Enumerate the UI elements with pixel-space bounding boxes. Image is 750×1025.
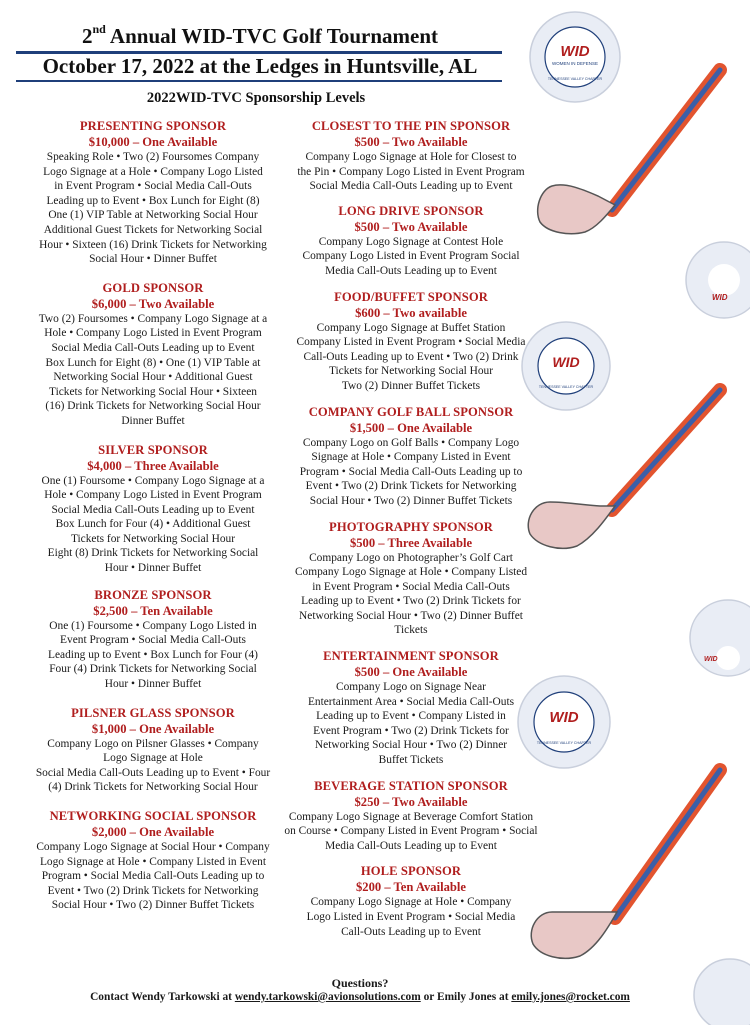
sponsor-block (18, 588, 288, 692)
sponsor-price: $10,000 – One Available (88, 135, 218, 149)
sponsor-benefit-line: Logo Signage at Hole • Company Listed in Event (39, 855, 267, 868)
sponsor-benefit-line: Company Logo Signage at Social Hour • Company (36, 841, 270, 853)
sponsor-benefit-line: Company Logo on Signage Near (336, 681, 486, 694)
sponsor-benefit-line: Media Call-Outs Leading up to Event (325, 839, 497, 852)
email-link-wendy[interactable]: wendy.tarkowski@avionsolutions.com (234, 991, 421, 1003)
sponsor-benefit-line: Company Logo on Pilsner Glasses • Company (47, 737, 259, 750)
sponsor-price: $1,000 – One Available (91, 721, 215, 736)
sponsor-benefit-line: (4) Drink Tickets for Networking Social Hour (48, 781, 258, 794)
sponsor-price: $6,000 – Two Available (91, 296, 215, 311)
page-title: 2nd Annual WID-TVC Golf Tournament (81, 22, 439, 48)
sponsor-benefit-line: Four (4) Drink Tickets for Networking Social (49, 663, 257, 676)
sponsor-block (282, 520, 540, 639)
sponsor-price: $200 – Ten Available (356, 880, 466, 895)
sponsor-price: $2,000 – One Available (91, 825, 215, 839)
sponsor-name: BEVERAGE STATION SPONSOR (314, 778, 508, 793)
sponsor-benefit-line: Event Program • Two (2) Drink Tickets for (313, 724, 509, 737)
sponsor-benefit-line: Social Media Call-Outs Leading up to Event (309, 180, 513, 193)
sponsor-benefit-line: Company Logo Signage at Hole for Closest to (305, 151, 517, 163)
sponsor-benefit-line: Leading up to Event • Company Listed in (316, 710, 506, 723)
sponsor-benefit-line: Leading up to Event • Box Lunch for Eight (8) (46, 194, 260, 207)
sponsor-price: $500 – One Available (354, 665, 468, 680)
sponsor-benefit-line: the Pin • Company Logo Listed in Event Program (297, 165, 525, 178)
sponsor-benefit-line: Social Hour • Dinner Buffet (89, 253, 217, 266)
left-sponsor-column (18, 119, 288, 913)
sponsor-name: SILVER SPONSOR (98, 442, 208, 457)
sponsor-name: PRESENTING SPONSOR (79, 119, 227, 133)
sponsor-benefit-line: Company Logo Signage at Hole • Company Listed (294, 566, 528, 579)
sponsor-benefit-line: Hour • Dinner Buffet (104, 678, 202, 691)
sponsor-block (282, 405, 540, 509)
sponsor-benefit-line: Logo Signage at a Hole • Company Logo Listed (43, 165, 263, 178)
sponsor-benefit-line: Logo Signage at Hole (103, 752, 203, 765)
sponsor-benefit-line: Logo Listed in Event Program • Social Media (306, 911, 516, 923)
sponsor-benefit-line: Networking Social Hour • Two (2) Dinner (314, 739, 508, 752)
sponsor-name: COMPANY GOLF BALL SPONSOR (308, 404, 514, 419)
sponsor-block (282, 119, 540, 194)
title-divider-bottom (16, 80, 502, 82)
sponsor-benefit-line: One (1) Foursome • Company Logo Signage at a (41, 474, 265, 487)
sponsor-benefit-line: Company Logo Signage at Buffet Station (316, 321, 506, 334)
sponsor-benefit-line: Tickets for Networking Social Hour (328, 365, 494, 378)
sponsor-benefit-line: in Event Program • Social Media Call-Outs (54, 180, 252, 193)
sponsor-name: GOLD SPONSOR (102, 280, 204, 295)
sponsor-benefit-line: Media Call-Outs Leading up to Event (325, 264, 497, 277)
sponsor-benefit-line: Tickets for Networking Social Hour (70, 532, 236, 545)
sponsor-block (282, 649, 540, 768)
sponsor-benefit-line: Social Media Call-Outs Leading up to Event • Four (35, 766, 271, 779)
sponsor-benefit-line: Call-Outs Leading up to Event • Two (2) Drink (303, 350, 519, 363)
sponsor-benefit-line: Additional Guest Tickets for Networking Social (43, 223, 263, 236)
svg-text:WID: WID (560, 43, 590, 60)
sponsor-benefit-line: (16) Drink Tickets for Networking Social Hour (45, 400, 261, 413)
sponsor-benefit-line: Social Media Call-Outs Leading up to Event (51, 341, 255, 354)
event-date-location: October 17, 2022 at the Ledges in Huntsville, AL (42, 54, 478, 78)
sponsor-benefit-line: Tickets for Networking Social Hour • Sixteen (49, 385, 257, 398)
sponsor-benefit-line: Event • Two (2) Drink Tickets for Networking (47, 884, 259, 897)
sponsor-name: CLOSEST TO THE PIN SPONSOR (311, 119, 511, 133)
email-link-emily[interactable]: emily.jones@rocket.com (511, 991, 630, 1003)
sponsor-name: NETWORKING SOCIAL SPONSOR (49, 809, 257, 823)
sponsor-benefit-line: Leading up to Event • Box Lunch for Four (4) (48, 648, 258, 661)
sponsor-block (18, 443, 288, 576)
sponsor-benefit-line: Program • Social Media Call-Outs Leading up to (41, 870, 265, 883)
sponsor-name: LONG DRIVE SPONSOR (338, 203, 484, 218)
sponsor-name: ENTERTAINMENT SPONSOR (323, 649, 499, 664)
sponsor-benefit-line: in Event Program • Social Media Call-Outs (312, 580, 510, 593)
sponsor-benefit-line: Speaking Role • Two (2) Foursomes Company (46, 151, 260, 163)
svg-text:TENNESSEE VALLEY CHAPTER: TENNESSEE VALLEY CHAPTER (536, 741, 592, 745)
sponsor-benefit-line: Company Logo on Golf Balls • Company Logo (302, 436, 520, 449)
sponsor-block (18, 809, 288, 913)
sponsor-benefit-line: Company Logo Signage at Hole • Company (310, 896, 512, 909)
sponsor-block (282, 290, 540, 394)
sponsor-price: $500 – Two Available (354, 219, 468, 234)
sponsor-price: $500 – Two Available (354, 135, 468, 149)
sponsor-benefit-line: Company Logo Signage at Contest Hole (318, 235, 504, 248)
sponsor-benefit-line: Company Logo Signage at Beverage Comfort Station (288, 810, 534, 823)
sponsor-benefit-line: Networking Social Hour • Two (2) Dinner Buffet (299, 609, 523, 622)
sponsor-price: $4,000 – Three Available (87, 458, 219, 473)
wid-tvc-logo (528, 10, 622, 104)
sponsor-benefit-line: on Course • Company Listed in Event Program • Social (284, 825, 538, 838)
sponsor-benefit-line: Event Program • Social Media Call-Outs (60, 634, 246, 647)
sponsor-block (282, 864, 540, 939)
sponsor-benefit-line: Company Logo on Photographer’s Golf Cart (309, 551, 513, 564)
sponsor-benefit-line: Social Hour • Two (2) Dinner Buffet Tickets (51, 899, 255, 912)
sponsor-price: $1,500 – One Available (349, 420, 473, 435)
sponsor-name: FOOD/BUFFET SPONSOR (334, 289, 488, 304)
sponsor-benefit-line: Social Hour • Two (2) Dinner Buffet Tickets (309, 494, 513, 507)
contact-line: Contact Wendy Tarkowski at wendy.tarkowski@avionsolutions.com or Emily Jones at emily.jones@rocket.com (90, 991, 630, 1003)
wid-tvc-logo (688, 596, 748, 680)
sponsor-price: $600 – Two available (355, 305, 467, 320)
sponsor-benefit-line: Hour • Sixteen (16) Drink Tickets for Networking (39, 238, 267, 251)
sponsor-benefit-line: Buffet Tickets (378, 754, 444, 767)
sponsor-benefit-line: Two (2) Foursomes • Company Logo Signage at a (38, 312, 268, 325)
sponsor-benefit-line: Signage at Hole • Company Listed in Event (311, 451, 511, 464)
sponsor-name: HOLE SPONSOR (360, 864, 462, 879)
sponsor-benefit-line: One (1) VIP Table at Networking Social Hour (48, 209, 258, 222)
sponsor-block (18, 706, 288, 795)
sponsor-benefit-line: Networking Social Hour • Additional Guest (53, 371, 253, 384)
svg-text:WID: WID (704, 656, 718, 663)
sponsor-price: $500 – Three Available (349, 535, 473, 550)
svg-text:TENNESSEE VALLEY CHAPTER: TENNESSEE VALLEY CHAPTER (547, 77, 603, 81)
sponsor-benefit-line: Tickets (394, 624, 428, 637)
sponsor-benefit-line: Two (2) Dinner Buffet Tickets (341, 379, 481, 392)
sponsor-benefit-line: Box Lunch for Four (4) • Additional Guest (55, 518, 251, 531)
sponsor-benefit-line: One (1) Foursome • Company Logo Listed in (49, 619, 257, 632)
sponsor-block (18, 119, 288, 267)
sponsor-benefit-line: Hole • Company Logo Listed in Event Program (44, 489, 262, 502)
right-sponsor-column (282, 119, 540, 939)
sponsor-benefit-line: Dinner Buffet (121, 414, 185, 427)
svg-text:WID: WID (549, 709, 579, 726)
sponsor-benefit-line: Leading up to Event • Two (2) Drink Tickets for (301, 595, 521, 608)
sponsor-name: PILSNER GLASS SPONSOR (71, 705, 235, 720)
sponsor-name: PHOTOGRAPHY SPONSOR (329, 519, 493, 534)
sponsor-benefit-line: Call-Outs Leading up to Event (341, 925, 481, 938)
sponsor-benefit-line: Hole • Company Logo Listed in Event Program (44, 327, 262, 340)
svg-text:WID: WID (552, 354, 580, 370)
sponsor-block (282, 779, 540, 854)
sponsor-name: BRONZE SPONSOR (94, 587, 212, 602)
sponsor-benefit-line: Box Lunch for Eight (8) • One (1) VIP Table at (45, 356, 261, 369)
sponsorship-levels-heading: 2022WID-TVC Sponsorship Levels (146, 90, 366, 106)
sponsor-benefit-line: Entertainment Area • Social Media Call-Outs (307, 695, 515, 708)
sponsor-benefit-line: Event • Two (2) Drink Tickets for Networking (305, 480, 517, 493)
sponsor-benefit-line: Hour • Dinner Buffet (104, 562, 202, 575)
sponsor-benefit-line: Eight (8) Drink Tickets for Networking Social (47, 547, 259, 560)
questions-heading: Questions? (331, 976, 389, 990)
sponsor-price: $2,500 – Ten Available (93, 603, 213, 618)
svg-text:WID: WID (712, 293, 728, 302)
sponsor-block (18, 281, 288, 429)
sponsor-benefit-line: Social Media Call-Outs Leading up to Event (51, 503, 255, 516)
sponsor-block (282, 204, 540, 279)
svg-text:WOMEN IN DEFENSE: WOMEN IN DEFENSE (551, 61, 599, 66)
svg-text:TENNESSEE VALLEY CHAPTER: TENNESSEE VALLEY CHAPTER (538, 385, 594, 389)
sponsor-benefit-line: Company Listed in Event Program • Social Media (296, 336, 526, 349)
sponsor-price: $250 – Two Available (354, 794, 468, 809)
sponsor-benefit-line: Program • Social Media Call-Outs Leading up to (299, 465, 523, 478)
wid-tvc-logo (680, 240, 750, 320)
sponsor-benefit-line: Company Logo Listed in Event Program Social (302, 250, 520, 263)
